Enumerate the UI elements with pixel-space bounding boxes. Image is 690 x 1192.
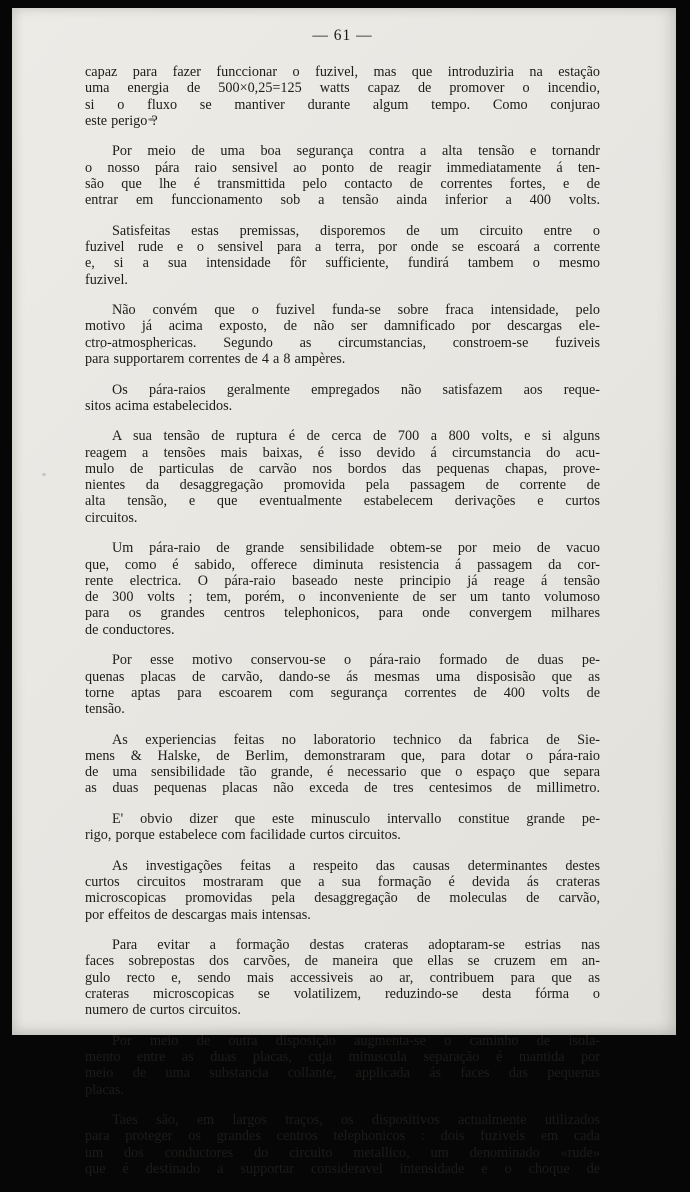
text-line: Para evitar a formação destas crateras adoptaram-se estrias nas	[112, 937, 600, 954]
text-line: crateras microscopicas se volatilizem, reduzindo-se desta fórma o	[85, 986, 600, 1003]
text-line: As investigações feitas a respeito das causas determinantes destes	[112, 857, 600, 874]
text-line: para supportarem correntes de 4 a 8 ampères.	[85, 351, 346, 368]
text-line: numero de curtos circuitos.	[85, 1002, 241, 1019]
text-line: gulo recto e, sendo mais accessiveis ao ar, contribuem para que as	[85, 969, 600, 986]
text-line: As experiencias feitas no laboratorio technico da fabrica de Sie-	[112, 731, 600, 748]
text-line: Por meio de uma boa segurança contra a alta tensão e tornandr	[112, 143, 600, 160]
text-line: fuzivel rude e o sensivel para a terra, por onde se escoará a corrente	[85, 239, 600, 256]
text-line: torne aptas para escoarem com segurança correntes de 400 volts de	[85, 684, 600, 701]
text-line: de uma sensibilidade tão grande, é necessario que o espaço que separa	[85, 764, 600, 781]
text-line: Por meio de outra disposição augmenta-se o caminho de isola-	[112, 1032, 600, 1049]
text-line: para os grandes centros telephonicos, para onde convergem milhares	[85, 605, 600, 622]
text-line: sitos acima estabelecidos.	[85, 397, 233, 414]
text-line: são que lhe é transmittida pelo contacto de correntes fortes, e de	[85, 175, 600, 192]
text-line: quenas placas de carvão, dando-se ás mesmas uma disposisão que as	[85, 668, 600, 685]
text-line: motivo já acima exposto, de não ser damnificado por descargas ele-	[85, 318, 600, 335]
text-line: circuitos.	[85, 509, 138, 526]
text-line: Taes são, em largos traços, os dispositivos actualmente utilizados	[112, 1112, 600, 1129]
text-line: Um pára-raio de grande sensibilidade obtem-se por meio de vacuo	[112, 540, 600, 557]
text-line: nientes da desaggregação promovida pela passagem de corrente de	[85, 477, 600, 494]
text-line: de conductores.	[85, 621, 175, 638]
text-line: que, como é sabido, offerece diminuta resistencia á passagem da cor-	[85, 556, 600, 573]
text-line: placas.	[85, 1081, 124, 1098]
text-line: meio de uma substancia collante, applicada ás faces das pequenas	[85, 1065, 600, 1082]
book-page	[12, 8, 676, 1178]
text-line: de 300 volts ; tem, porém, o inconveniente de ser um tanto volumoso	[85, 589, 600, 606]
text-line: reagem a tensões mais baixas, é isso devido á circumstancia do acu-	[85, 444, 600, 461]
text-line: curtos circuitos mostraram que a sua formação é devida ás crateras	[85, 874, 600, 891]
text-line: as duas pequenas placas não exceda de tres centesimos de millimetro.	[85, 780, 600, 797]
text-line: mulo de particulas de carvão nos bordos das pequenas chapas, prove-	[85, 460, 600, 477]
text-line: E' obvio dizer que este minusculo intervallo constitue grande pe-	[112, 810, 600, 827]
text-line: Não convém que o fuzivel funda-se sobre fraca intensidade, pelo	[112, 302, 600, 319]
text-line: A sua tensão de ruptura é de cerca de 700 a 800 volts, e si alguns	[112, 428, 600, 445]
text-line: Satisfeitas estas premissas, disporemos de um circuito entre o	[112, 222, 600, 239]
text-line: e, si a sua intensidade fôr sufficiente, fundirá tambem o mesmo	[85, 255, 600, 272]
text-line: tensão.	[85, 701, 125, 718]
text-line: capaz para fazer funccionar o fuzivel, mas que introduziria na estação	[85, 64, 600, 80]
text-line: este perigo ?	[85, 112, 158, 129]
body-text	[85, 64, 600, 1192]
text-line: rigo, porque estabelece com facilidade curtos circuitos.	[85, 827, 401, 844]
text-line: por effeitos de descargas mais intensas.	[85, 906, 311, 923]
text-line: para proteger os grandes centros telephonicos : dois fuziveis em cada	[85, 1128, 600, 1145]
page-number: — 61 —	[312, 27, 373, 44]
text-line: mento entre as duas placas, cuja minuscula separação é mantida por	[85, 1049, 600, 1066]
text-line: uma energia de 500×0,25=125 watts capaz de promover o incendio,	[85, 80, 600, 97]
text-line: alta tensão, e que eventualmente estabelecem derivações e curtos	[85, 493, 600, 510]
text-line: fuzivel.	[85, 271, 128, 288]
text-line: mens & Halske, de Berlim, demonstraram que, para dotar o pára-raio	[85, 747, 600, 764]
text-line: ctro-atmosphericas. Segundo as circumstancias, constroem-se fuziveis	[85, 334, 600, 351]
text-line: microscopicas promovidas pela desaggregação de moleculas de carvão,	[85, 890, 600, 907]
scan-speck	[42, 473, 46, 476]
text-line: o nosso pára raio sensivel ao ponto de reagir immediatamente á ten-	[85, 159, 600, 176]
text-line: um dos conductores do circuito metallico, um denominado «rude»	[85, 1144, 600, 1161]
text-line: Por esse motivo conservou-se o pára-raio formado de duas pe-	[112, 652, 600, 669]
text-line: Os pára-raios geralmente empregados não satisfazem aos reque-	[112, 381, 600, 398]
text-line: rente electrica. O pára-raio baseado neste principio já reage á tensão	[85, 572, 600, 589]
text-line: faces sobrepostas dos carvões, de maneira que ellas se cruzem em an-	[85, 953, 600, 970]
text-line: si o fluxo se mantiver durante algum tempo. Como conjurao	[85, 96, 600, 113]
text-line: que é destinado a supportar consideravel intensidade e o choque de	[85, 1161, 600, 1178]
text-line: entrar em funccionamento sob a tensão ainda inferior a 400 volts.	[85, 192, 600, 209]
